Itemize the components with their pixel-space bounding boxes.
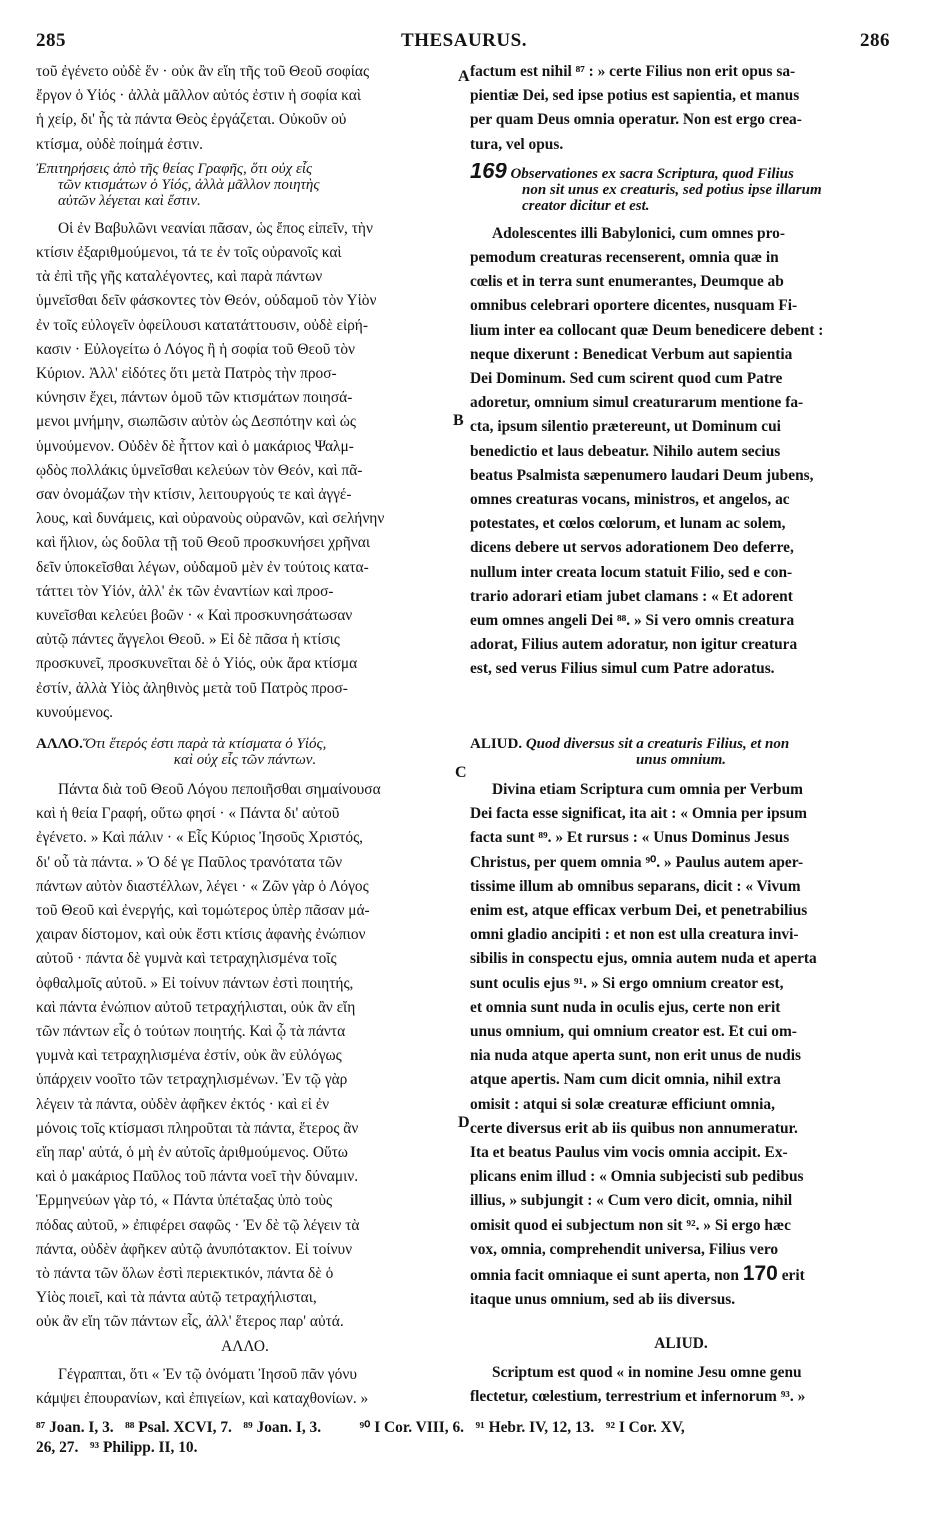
text-line: flectetur, cœlestium, terrestrium et infernorum ⁹³. » [470, 1387, 806, 1405]
heading-line: τῶν κτισμάτων ὁ Υἱός, ἀλλὰ μᾶλλον ποιητὴς [58, 176, 320, 193]
text-line: τάττει τὸν Υἱόν, ἀλλ' ἐκ τῶν ἐναντίων καὶ προσ- [36, 582, 334, 600]
heading-line: non sit unus ex creaturis, sed potius ipse illarum [522, 181, 822, 198]
text-line: τὰ ἐπὶ τῆς γῆς καταλέγοντες, καὶ παρὰ πάντων [36, 268, 323, 286]
text-line: μενοι μνήμην, σιωπῶσιν αὐτὸν ὡς Δεσπότην καὶ ὡς [36, 413, 356, 431]
text-line: ἐγένετο. » Καὶ πάλιν · « Εἷς Κύριος Ἰησοῦς Χριστός, [36, 829, 364, 847]
heading-line: Ἐπιτηρήσεις ἀπὸ τῆς θείας Γραφῆς, ὅτι οὐχ εἷς [36, 160, 313, 177]
text-line: per quam Deus omnia operatur. Non est ergo crea- [470, 111, 802, 129]
text-line: ἐστίν, ἀλλὰ Υἱὸς ἀληθινὸς μετὰ τοῦ Πατρὸς προσ- [36, 679, 348, 697]
heading-line: unus omnium. [635, 752, 727, 768]
text-line: αὐτοῦ · πάντα δὲ γυμνὰ καὶ τετραχηλισμένα τοῖς [36, 950, 337, 968]
text-fragment: omnia facit omniaque ei sunt aperta, non [470, 1267, 739, 1285]
text-line: adoretur, omnium simul creaturarum mentione fa- [470, 394, 804, 412]
text-line: ὑμνούμενον. Οὐδὲν δὲ ἧττον καὶ ὁ μακάριος Ψαλμ- [36, 437, 354, 455]
text-line: sibilis in conspectu ejus, omnia autem nuda et aperta [470, 950, 817, 968]
text-line: omisit : atqui si solæ creaturæ efficiunt omnia, [470, 1095, 775, 1113]
text-line: καὶ ἥλιον, ὡς δοῦλα τῇ τοῦ Θεοῦ προσκυνήσει χρῆναι [36, 534, 370, 552]
running-title: THESAURUS. [401, 30, 527, 51]
margin-letter-d: D [458, 1114, 470, 1131]
text-line: ἔργον ὁ Υἱός · ἀλλὰ μᾶλλον αὐτός ἐστιν ἡ σοφία καὶ [36, 87, 361, 105]
latin-heading-3: ALIUD. [654, 1335, 708, 1353]
latin-heading-1 [470, 163, 892, 214]
text-line: πάντα, οὐδὲν ἀφῆκεν αὐτῷ ἀνυπότακτον. Εἰ τοίνυν [36, 1240, 353, 1258]
text-line: itaque unus omnium, sed ab iis diversus. [470, 1291, 736, 1309]
greek-paragraph-3 [36, 1363, 454, 1411]
text-line: illius, » subjungit : « Cum vero dicit, omnia, nihil [470, 1192, 793, 1210]
footnotes [36, 1418, 896, 1458]
latin-heading-2 [470, 736, 892, 768]
text-line: enim est, atque efficax verbum Dei, et penetrabilius [470, 902, 808, 920]
heading-line: Observationes ex sacra Scriptura, quod Filius [510, 165, 794, 182]
text-line: cœlis et in terra sunt enumerantes, Deumque ab [470, 273, 784, 291]
text-line: Christus, per quem omnia ⁹⁰. » Paulus autem aper- [470, 853, 804, 871]
text-line: Dei facta esse significat, ita ait : « Omnia per ipsum [470, 805, 807, 823]
text-line: εἴη παρ' αὐτά, ὁ μὴ ἐν αὐτοῖς ἀριθμούμενος. Οὕτω [36, 1144, 348, 1162]
text-line: λους, καὶ δυνάμεις, καὶ οὐρανοὺς οὐρανῶν, καὶ σελήνην [36, 510, 385, 528]
text-line: Ita et beatus Paulus vim vocis omnia accipit. Ex- [470, 1144, 788, 1162]
text-line: Κύριον. Ἀλλ' εἰδότες ὅτι μετὰ Πατρὸς τὴν προσ- [36, 365, 337, 383]
text-line: factum est nihil ⁸⁷ : » certe Filius non erit opus sa- [470, 63, 796, 80]
text-line: Ἑρμηνεύων γὰρ τό, « Πάντα ὑπέταξας ὑπὸ τοὺς [36, 1192, 333, 1210]
text-line: Divina etiam Scriptura cum omnia per Verbum [492, 781, 803, 798]
text-fragment: erit [781, 1267, 805, 1285]
greek-intro [36, 60, 454, 157]
text-line: tissime illum ab omnibus separans, dicit : « Vivum [470, 877, 801, 895]
text-line: τοῦ Θεοῦ καὶ ἐνεργής, καὶ τομώτερος ὑπὲρ πᾶσαν μά- [36, 902, 370, 920]
latin-paragraph-3 [470, 1361, 892, 1409]
text-line-with-section [470, 1262, 892, 1288]
text-line: unus omnium, qui omnium creator est. Et cui om- [470, 1023, 797, 1041]
text-line: cta, ipsum silentio prætereunt, ut Dominum cui [470, 418, 781, 436]
footnote-line: ⁸⁷ Joan. I, 3. ⁸⁸ Psal. XCVI, 7. ⁸⁹ Joan. I, 3. ⁹⁰ I Cor. VIII, 6. ⁹¹ Hebr. IV, 12, 13. ⁹² I Cor. XV, [36, 1419, 685, 1436]
greek-heading-2-lead: ΑΛΛΟ. [36, 736, 83, 752]
greek-paragraph-2 [36, 778, 454, 1335]
section-number-169: 169 [470, 162, 507, 182]
text-line: λέγειν τὰ πάντα, οὐδὲν ἀφῆκεν ἐκτός · καὶ εἰ ἐν [36, 1095, 330, 1113]
text-line: πάντων αὐτὸν διαστέλλων, λέγει · « Ζῶν γὰρ ὁ Λόγος [36, 877, 369, 895]
text-line: δι' οὗ τὰ πάντα. » Ὁ δέ γε Παῦλος τρανότατα τῶν [36, 853, 343, 871]
text-line: ἡ χείρ, δι' ἧς τὰ πάντα Θεὸς ἐργάζεται. Οὐκοῦν οὐ [36, 111, 347, 129]
text-line: Οἱ ἐν Βαβυλῶνι νεανίαι πᾶσαν, ὡς ἔπος εἰπεῖν, τὴν [58, 219, 373, 237]
text-line: κύνησιν ἔχει, πάντων ὁμοῦ τῶν κτισμάτων ποιησά- [36, 389, 353, 407]
text-line: Υἱὸς ποιεῖ, καὶ τὰ πάντα αὐτῷ τετραχήλισται, [36, 1289, 317, 1307]
margin-letter-a: A [458, 68, 470, 85]
text-line: κάμψει ἐπουρανίων, καὶ ἐπιγείων, καὶ καταχθονίων. » [36, 1390, 369, 1408]
text-line: atque apertis. Nam cum dicit omnia, nihil extra [470, 1071, 781, 1089]
text-line: Γέγραπται, ὅτι « Ἐν τῷ ὀνόματι Ἰησοῦ πᾶν γόνυ [58, 1365, 357, 1383]
text-line: omnes creaturas vocans, ministros, et angelos, ac [470, 491, 790, 509]
latin-heading-2-lead: ALIUD. [470, 736, 523, 752]
text-line: Πάντα διὰ τοῦ Θεοῦ Λόγου πεποιῆσθαι σημαίνουσα [58, 781, 381, 798]
text-line: nia nuda atque aperta sunt, non erit unus de nudis [470, 1047, 802, 1065]
text-line: Dei Dominum. Sed cum scirent quod cum Patre [470, 370, 783, 388]
text-line: κτίσιν ἐξαριθμούμενοι, τά τε ἐν τοῖς οὐρανοῖς καὶ [36, 244, 342, 262]
page-number-right: 286 [860, 30, 890, 51]
greek-heading-2 [36, 736, 454, 768]
text-line: ῳδὸς πολλάκις ὑμνεῖσθαι κελεύων τὸν Θεόν, καὶ πᾶ- [36, 461, 363, 479]
text-line: προσκυνεῖ, προσκυνεῖται δὲ ὁ Υἱός, οὐκ ἄρα κτίσμα [36, 655, 358, 673]
text-line: potestates, et cœlos cœlorum, et lunam ac solem, [470, 515, 786, 533]
text-line: omnibus celebrari oportere dicentes, nusquam Fi- [470, 297, 798, 315]
text-line: κτίσμα, οὐδὲ ποίημά ἐστιν. [36, 135, 203, 153]
text-line: κασιν · Εὐλογείτω ὁ Λόγος ἢ ἡ σοφία τοῦ Θεοῦ τὸν [36, 340, 356, 358]
text-line: ὀφθαλμοῖς αὐτοῦ. » Εἰ τοίνυν πάντων ἐστὶ ποιητής, [36, 974, 354, 992]
text-line: trario adorari etiam jubet clamans : « Et adorent [470, 587, 793, 605]
text-line: τὸ πάντα τῶν ὅλων ἐστὶ περιεκτικόν, πάντα δὲ ὁ [36, 1265, 334, 1283]
heading-line: Ὅτι ἕτερός ἐστι παρὰ τὰ κτίσματα ὁ Υἱός, [82, 736, 327, 752]
section-number-170: 170 [742, 1262, 778, 1286]
text-line: adorat, Filius autem adoratur, non igitur creatura [470, 636, 798, 654]
latin-intro [470, 60, 892, 157]
text-line: beatus Psalmista sæpenumero laudari Deum jubens, [470, 466, 814, 484]
text-line: καὶ ἡ θεία Γραφή, οὕτω φησί · « Πάντα δι' αὐτοῦ [36, 805, 340, 823]
text-line: plicans enim illud : « Omnia subjecisti sub pedibus [470, 1168, 804, 1186]
text-line: δεῖν ὑποκεῖσθαι λέγων, οὐδαμοῦ μὲν ἐν τούτοις κατα- [36, 558, 369, 576]
margin-letter-b: B [453, 412, 464, 429]
greek-paragraph-1 [36, 217, 454, 725]
text-line: facta sunt ⁸⁹. » Et rursus : « Unus Dominus Jesus [470, 829, 790, 847]
text-line: ἐν τοῖς εὐλογεῖν ὀφείλουσι κατατάττουσιν, οὐδὲ εἰρή- [36, 316, 368, 334]
text-line: dicens debere ut servos adorationem Deo deferre, [470, 539, 794, 557]
greek-column [36, 60, 454, 725]
text-line: omisit quod ei subjectum non sit ⁹². » Si ergo hæc [470, 1216, 791, 1234]
latin-paragraph-2 [470, 778, 892, 1312]
page-number-left: 285 [36, 30, 66, 51]
heading-line: Quod diversus sit a creaturis Filius, et non [525, 736, 790, 752]
text-line: κυνεῖσθαι κελεύει βοῶν · « Καὶ προσκυνησάτωσαν [36, 607, 353, 625]
text-line: eum omnes angeli Dei ⁸⁸. » Si vero omnis creatura [470, 612, 795, 630]
text-line: nullum inter creata locum statuit Filio, sed e con- [470, 563, 793, 581]
text-line: τοῦ ἐγένετο οὐδὲ ἕν · οὐκ ἂν εἴη τῆς τοῦ Θεοῦ σοφίας [36, 63, 370, 80]
text-line: Adolescentes illi Babylonici, cum omnes pro- [492, 224, 785, 242]
text-line: lium inter ea collocant quæ Deum benedicere debent : [470, 321, 824, 339]
greek-heading-3: ΑΛΛΟ. [221, 1337, 269, 1355]
text-line: σαν ὀνομάζων τὴν κτίσιν, λειτουργούς τε καὶ ἀγγέ- [36, 486, 352, 504]
latin-paragraph-1 [470, 222, 892, 682]
text-line: pientiæ Dei, sed ipse potius est sapientia, et manus [470, 87, 800, 105]
text-line: pemodum creaturas recenserent, omnia quæ in [470, 249, 779, 267]
text-line: sunt oculis ejus ⁹¹. » Si ergo omnium creator est, [470, 974, 784, 992]
text-line: πόδας αὐτοῦ, » ἐπιφέρει σαφῶς · Ἐν δὲ τῷ λέγειν τὰ [36, 1216, 360, 1234]
margin-letter-c: C [455, 764, 467, 781]
text-line: omni gladio ancipiti : et non est ulla creatura invi- [470, 926, 799, 944]
text-line: ὑμνεῖσθαι δεῖν φάσκοντες τὸν Θεόν, οὐδαμοῦ τὸν Υἱὸν [36, 292, 377, 310]
text-line: Scriptum est quod « in nomine Jesu omne genu [492, 1363, 802, 1381]
text-line: tura, vel opus. [470, 135, 564, 153]
text-line: οὐκ ἂν εἴη τῶν πάντων εἷς, ἀλλ' ἕτερος παρ' αὐτά. [36, 1313, 344, 1331]
greek-heading-1 [36, 161, 454, 209]
latin-column-lower [470, 736, 892, 1409]
text-line: benedictio et laus debeatur. Nihilo autem secius [470, 442, 781, 460]
text-line: κυνούμενος. [36, 703, 113, 721]
text-line: γυμνὰ καὶ τετραχηλισμένα ἐστίν, οὐκ ἂν εὐλόγως [36, 1047, 342, 1065]
text-line: αὐτῷ πάντες ἄγγελοι Θεοῦ. » Εἰ δὲ πᾶσα ἡ κτίσις [36, 631, 340, 649]
text-line: καὶ ὁ μακάριος Παῦλος τοῦ πάντα νοεῖ τὴν δύναμιν. [36, 1168, 359, 1186]
footnote-line: 26, 27. ⁹³ Philipp. II, 10. [36, 1439, 198, 1456]
heading-line: καὶ οὐχ εἷς τῶν πάντων. [173, 752, 317, 768]
text-line: est, sed verus Filius simul cum Patre adoratus. [470, 660, 775, 678]
text-line: et omnia sunt nuda in oculis ejus, certe non erit [470, 998, 781, 1016]
text-line: μόνοις τοῖς κτίσμασι πληροῦται τὰ πάντα, ἕτερος ἂν [36, 1119, 359, 1137]
text-line: χαιραν δίστομον, καὶ οὐκ ἔστι κτίσις ἀφανὴς ἐνώπιον [36, 926, 366, 944]
text-line: ὑπάρχειν νοοῖτο τῶν τετραχηλισμένων. Ἐν τῷ γὰρ [36, 1071, 348, 1089]
greek-column-lower [36, 736, 454, 1411]
heading-line: creator dicitur et est. [522, 197, 650, 214]
text-line: τῶν πάντων εἷς ὁ τούτων ποιητής. Καὶ ᾧ τὰ πάντα [36, 1023, 346, 1041]
text-line: neque dixerunt : Benedicat Verbum aut sapientia [470, 345, 793, 363]
text-line: vox, omnia, comprehendit universa, Filius vero [470, 1240, 779, 1258]
heading-line: αὐτῶν λέγεται καὶ ἔστιν. [58, 192, 201, 209]
text-line: certe diversus erit ab iis quibus non annumeratur. [470, 1119, 798, 1137]
text-line: καὶ πάντα ἐνώπιον αὐτοῦ τετραχήλισται, οὐκ ἂν εἴη [36, 998, 356, 1016]
latin-column [470, 60, 892, 682]
